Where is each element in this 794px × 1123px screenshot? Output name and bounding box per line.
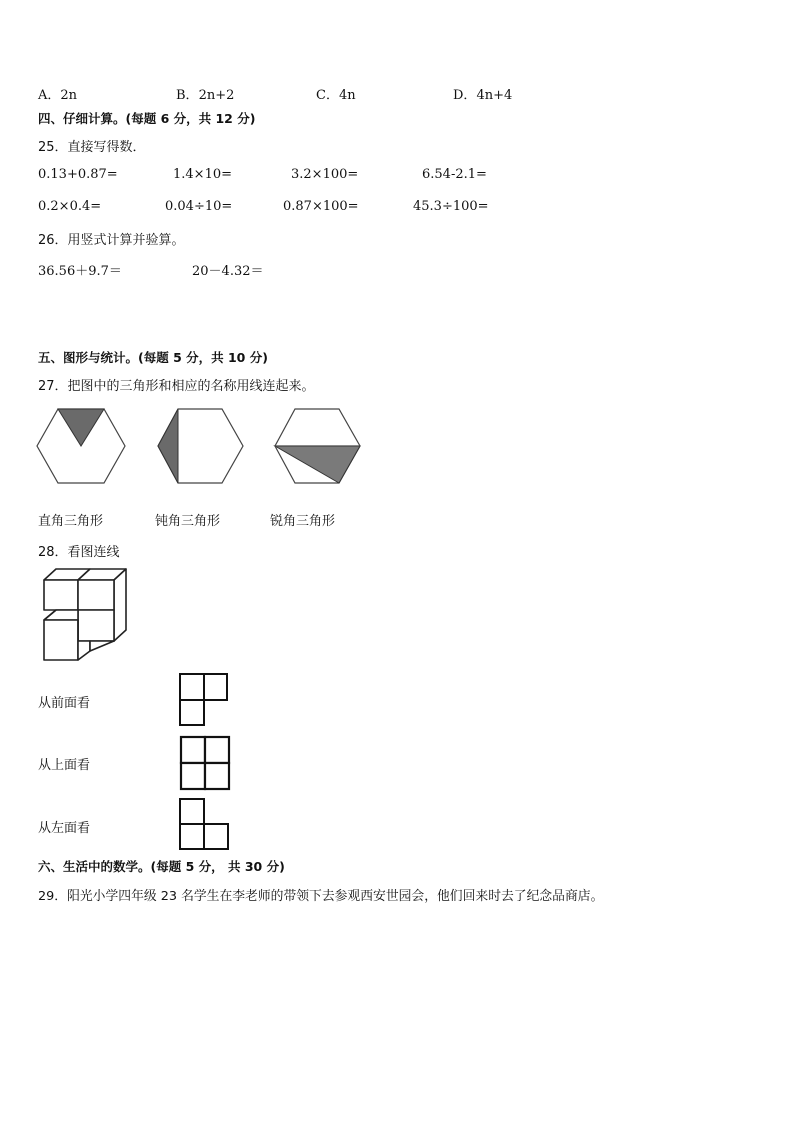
hexagon-figure-2 xyxy=(157,408,245,484)
option-b xyxy=(176,84,234,103)
section-5-heading: 五、图形与统计。(每题 5 分，共 10 分) xyxy=(38,350,268,365)
view-label-left: 从左面看 xyxy=(38,821,91,836)
option-c xyxy=(316,84,356,103)
triangle-name-obtuse: 钝角三角形 xyxy=(155,514,221,529)
cube-stack-figure xyxy=(38,568,130,664)
option-c-letter: C． xyxy=(316,88,339,103)
calc-item: 1.4×10= xyxy=(173,167,233,182)
view-figure-front xyxy=(179,673,229,727)
option-b-letter: B． xyxy=(176,88,199,103)
question-27-label: 27．把图中的三角形和相应的名称用线连起来。 xyxy=(38,379,315,394)
hexagon-figure-3 xyxy=(274,408,362,484)
calc-item: 45.3÷100= xyxy=(413,199,489,214)
section-6-heading: 六、生活中的数学。(每题 5 分， 共 30 分) xyxy=(38,859,285,874)
option-a xyxy=(38,84,77,103)
calc-item: 3.2×100= xyxy=(291,167,359,182)
question-29-text: 29．阳光小学四年级 23 名学生在李老师的带领下去参观西安世园会，他们回来时去了纪念品商店。 xyxy=(38,889,604,904)
option-b-text: 2n+2 xyxy=(198,88,235,103)
view-label-front: 从前面看 xyxy=(38,696,91,711)
question-25-label: 25．直接写得数． xyxy=(38,140,146,155)
option-c-text: 4n xyxy=(338,88,356,103)
calc-item: 0.13+0.87= xyxy=(38,167,118,182)
view-label-top: 从上面看 xyxy=(38,758,91,773)
triangle-name-right: 直角三角形 xyxy=(38,514,104,529)
vertical-calc-item: 36.56＋9.7＝ xyxy=(38,264,122,279)
calc-item: 0.04÷10= xyxy=(165,199,233,214)
triangle-name-acute: 锐角三角形 xyxy=(270,514,336,529)
calc-item: 0.2×0.4= xyxy=(38,199,102,214)
calc-item: 6.54-2.1= xyxy=(422,167,487,182)
option-d xyxy=(453,84,512,103)
section-4-heading: 四、仔细计算。(每题 6 分，共 12 分) xyxy=(38,111,256,126)
option-d-text: 4n+4 xyxy=(476,88,513,103)
view-figure-top xyxy=(179,735,231,791)
option-a-text: 2n xyxy=(60,88,78,103)
question-26-label: 26．用竖式计算并验算。 xyxy=(38,233,185,248)
question-28-label: 28．看图连线 xyxy=(38,545,120,560)
option-d-letter: D． xyxy=(453,88,477,103)
hexagon-figure-1 xyxy=(36,408,128,484)
vertical-calc-item: 20－4.32＝ xyxy=(192,264,264,279)
option-a-letter: A． xyxy=(38,88,61,103)
view-figure-left xyxy=(179,798,231,852)
calc-item: 0.87×100= xyxy=(283,199,359,214)
